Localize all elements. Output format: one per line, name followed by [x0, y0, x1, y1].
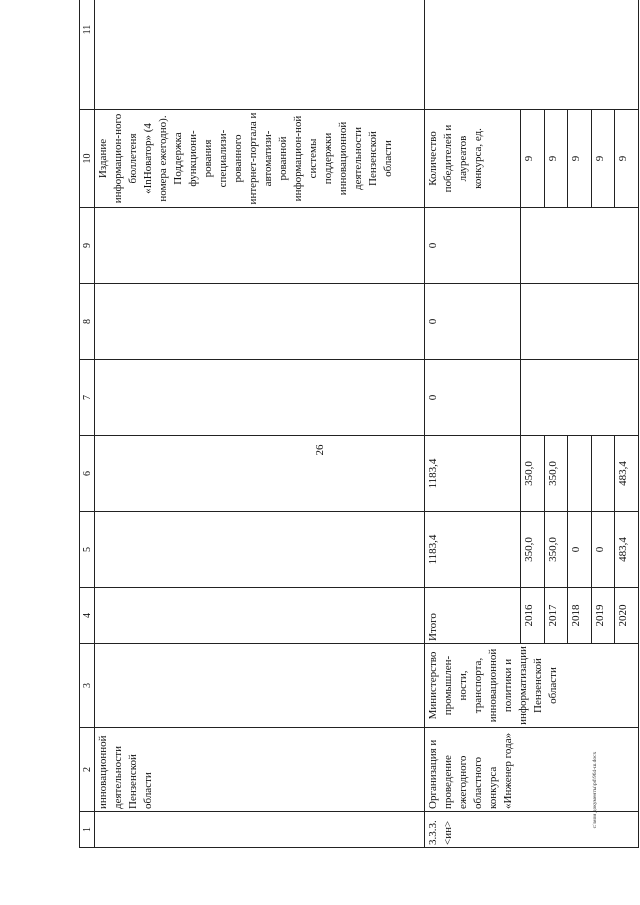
year-col6: 350,0: [521, 436, 545, 512]
year-col5: 0: [568, 512, 592, 588]
continued-name-cell: инновационной деятельности Пензенской области: [95, 728, 425, 812]
file-path-footer: c:\мои документы\рd\964-ш.docx: [592, 751, 598, 829]
col-number: 2: [80, 728, 95, 812]
executor-cell: Министерство промышлен-ности, транспорта, инновационной политики и информатизации Пензенской области: [425, 644, 639, 728]
col-number: 11: [80, 0, 95, 110]
col-number: 4: [80, 588, 95, 644]
cell: [95, 208, 425, 284]
cell: [95, 0, 425, 110]
total-col8: 0: [425, 284, 521, 360]
total-col6: 1183,4: [425, 436, 521, 512]
item-number-cell: [425, 812, 639, 848]
year-col6: [591, 436, 615, 512]
col-number: 7: [80, 360, 95, 436]
year-col10: 9: [521, 110, 545, 208]
item-number: 3.3.3.: [427, 820, 439, 845]
continued-activity-cell: Издание информацион-ного бюллетеня «InНоватор» (4 номера ежегодно). Поддержка функциони-рования специализи-рованного интернет-портала и автоматизи-рованной информацион-ной системы поддержки инновационной деятельности Пензенской области: [95, 110, 425, 208]
cell: [95, 512, 425, 588]
col-number: 3: [80, 644, 95, 728]
year-col5: 0: [591, 512, 615, 588]
col-number: 8: [80, 284, 95, 360]
col-number: 9: [80, 208, 95, 284]
item-tag: <ин>: [442, 820, 454, 845]
year-col5: 350,0: [544, 512, 568, 588]
total-col7: 0: [425, 360, 521, 436]
year-col6: 483,4: [615, 436, 639, 512]
continued-row: [95, 0, 425, 848]
col-number: 10: [80, 110, 95, 208]
total-label: Итого: [425, 588, 521, 644]
year-col10: 9: [591, 110, 615, 208]
year-col10: 9: [544, 110, 568, 208]
year-col5: 483,4: [615, 512, 639, 588]
goal-ref-cell: [425, 0, 639, 110]
year-col10: 9: [568, 110, 592, 208]
cell: [95, 812, 425, 848]
cell: [95, 284, 425, 360]
year-cell: 2020: [615, 588, 639, 644]
year-col6: 350,0: [544, 436, 568, 512]
column-number-row: [80, 0, 95, 848]
year-col5: 350,0: [521, 512, 545, 588]
cell: [95, 588, 425, 644]
year-col6: [568, 436, 592, 512]
cell: [95, 436, 425, 512]
item-name-cell: Организация и проведение ежегодного областного конкурса «Инженер года»: [425, 728, 639, 812]
cell: [95, 360, 425, 436]
year-col10: 9: [615, 110, 639, 208]
program-table: [79, 0, 639, 848]
col-number: 5: [80, 512, 95, 588]
year-cell: 2017: [544, 588, 568, 644]
col-number: 1: [80, 812, 95, 848]
item-total-row: [425, 0, 521, 848]
indicator-cell: Количество победителей и лауреатов конкурса, ед.: [425, 110, 521, 208]
cell: [521, 284, 639, 360]
total-col5: 1183,4: [425, 512, 521, 588]
year-cell: 2016: [521, 588, 545, 644]
cell: [521, 208, 639, 284]
total-col9: 0: [425, 208, 521, 284]
year-cell: 2019: [591, 588, 615, 644]
page-number: 26: [314, 444, 326, 456]
cell: [521, 360, 639, 436]
year-cell: 2018: [568, 588, 592, 644]
col-number: 6: [80, 436, 95, 512]
rotated-table-wrapper: [79, 24, 639, 848]
cell: [95, 644, 425, 728]
